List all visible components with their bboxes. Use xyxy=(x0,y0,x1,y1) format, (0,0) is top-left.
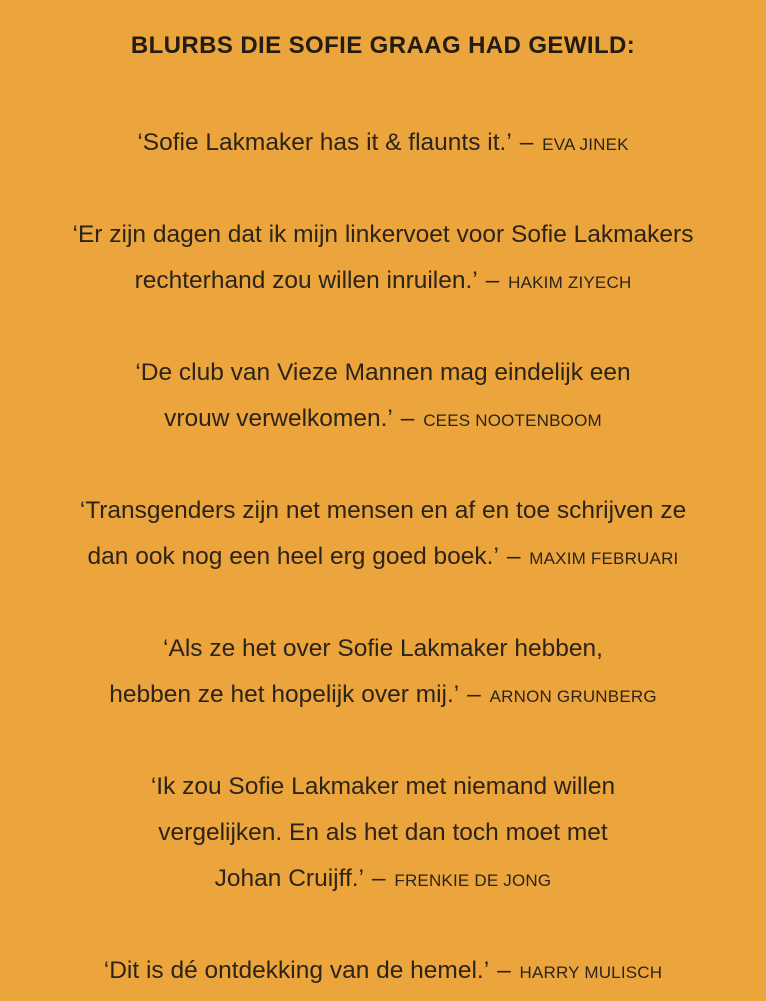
blurb-quote-line: vrouw verwelkomen.’ xyxy=(164,405,392,432)
blurb-separator: – xyxy=(467,681,481,708)
blurb-separator: – xyxy=(371,865,386,892)
blurb-quote-line: ‘Sofie Lakmaker has it & flaunts it.’ xyxy=(137,129,511,156)
blurb-author: CEES NOOTENBOOM xyxy=(423,411,602,430)
blurb-author: HAKIM ZIYECH xyxy=(508,273,632,292)
blurb-quote-line: ‘De club van Vieze Mannen mag eindelijk een xyxy=(135,359,631,386)
blurb-harry-mulisch xyxy=(0,948,766,996)
blurb-author: EVA JINEK xyxy=(542,135,629,154)
blurb-author: FRENKIE DE JONG xyxy=(394,871,552,890)
blurb-author: ARNON GRUNBERG xyxy=(489,687,657,706)
blurb-author: MAXIM FEBRUARI xyxy=(529,549,679,568)
blurb-arnon-grunberg xyxy=(0,626,766,720)
blurb-quote-line: vergelijken. En als het dan toch moet met xyxy=(158,819,608,846)
blurbs-list xyxy=(0,120,766,996)
blurb-hakim-ziyech xyxy=(0,212,766,306)
blurb-quote-line: ‘Ik zou Sofie Lakmaker met niemand willen xyxy=(150,773,616,800)
blurb-separator: – xyxy=(506,543,521,570)
blurb-cees-nootenboom xyxy=(0,350,766,444)
blurb-eva-jinek xyxy=(0,120,766,168)
blurb-quote-line: rechterhand zou willen inruilen.’ xyxy=(134,267,477,294)
blurb-quote-line: Johan Cruijff.’ xyxy=(214,865,364,892)
blurb-quote-line: dan ook nog een heel erg goed boek.’ xyxy=(87,543,498,570)
blurb-separator: – xyxy=(519,129,534,156)
blurb-quote-line: hebben ze het hopelijk over mij.’ xyxy=(109,681,459,708)
blurb-author: HARRY MULISCH xyxy=(519,963,663,982)
blurb-separator: – xyxy=(497,957,511,984)
blurb-quote-line: ‘Er zijn dagen dat ik mijn linkervoet voor Sofie Lakmakers xyxy=(72,221,694,248)
blurb-separator: – xyxy=(400,405,415,432)
blurb-quote-line: ‘Transgenders zijn net mensen en af en toe schrijven ze xyxy=(79,497,687,524)
blurb-quote-line: ‘Als ze het over Sofie Lakmaker hebben, xyxy=(163,635,603,662)
blurb-quote-line: ‘Dit is dé ontdekking van de hemel.’ xyxy=(103,957,489,984)
blurb-maxim-februari xyxy=(0,488,766,582)
page-title: BLURBS DIE SOFIE GRAAG HAD GEWILD: xyxy=(130,32,636,59)
blurb-frenkie-de-jong xyxy=(0,764,766,904)
blurb-separator: – xyxy=(485,267,500,294)
